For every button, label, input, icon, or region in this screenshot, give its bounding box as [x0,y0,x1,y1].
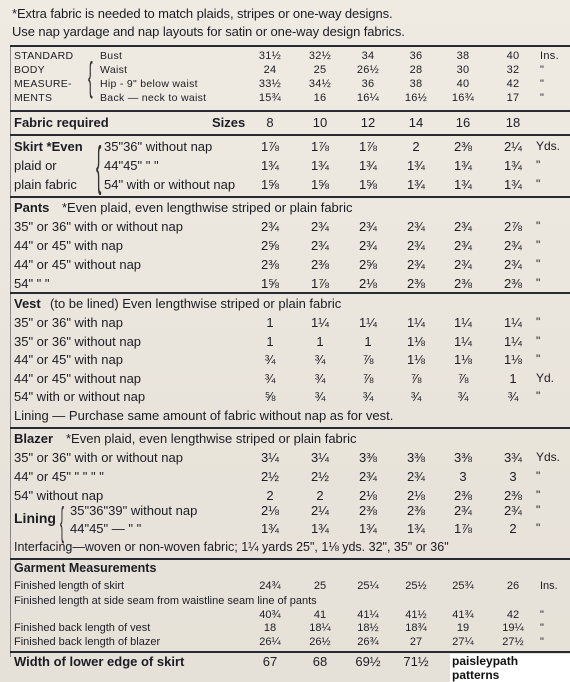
vest-lining-note: Lining — Purchase same amount of fabric without nap as for vest. [14,408,394,423]
unit-label: " [536,488,541,502]
yardage-value: 1¼ [453,315,473,330]
garment-value: 19 [456,622,470,634]
garment-unit: " [540,636,544,648]
yardage-value: 1¾ [503,177,523,192]
garment-value: 18¼ [309,622,331,634]
row-label: 35"36" without nap [104,139,213,154]
yardage-value: 1¾ [406,177,426,192]
garment-value: 26¼ [259,636,281,648]
yardage-value: ¾ [264,370,276,386]
yardage-value: 1⅞ [260,139,280,154]
unit-label: " [536,389,541,404]
yardage-value: 2⅜ [260,257,280,272]
garment-value: 26 [506,580,520,592]
yardage-value: 2¾ [406,257,426,272]
garment-row [0,622,570,637]
yardage-value: 3⅜ [358,450,378,465]
yardage-value: 3⅜ [453,450,473,465]
unit-label: " [536,352,541,367]
meas-value: 16½ [404,92,428,104]
sizes-label: Sizes [212,115,246,130]
yardage-value: 3¼ [310,450,330,465]
vest-row [0,352,570,369]
yardage-value: 2 [412,139,420,154]
row-label: 54" with or without nap [14,389,146,405]
yardage-value: 1⅞ [358,139,378,154]
garment-row [0,636,570,651]
yardage-value: 1⅛ [453,352,473,368]
row-lead: plain fabric [14,177,77,192]
meas-value: 36 [409,50,423,62]
size-header: 8 [266,115,274,130]
yardage-value: ¾ [507,389,519,405]
yardage-value: 3¼ [260,450,280,465]
garment-value: 25½ [405,580,427,592]
vest-row [0,371,570,388]
row-label: 44" or 45" without nap [14,257,142,272]
unit-label: " [536,276,541,290]
unit-label: " [536,469,541,483]
pants-row [0,276,570,293]
meas-value: 15¾ [258,92,282,104]
row-label: 44" or 45" with nap [14,238,123,253]
yardage-value: 2½ [310,469,330,484]
interfacing-row [0,540,570,557]
unit-label: " [536,219,541,233]
yardage-value: 2¾ [503,238,523,253]
yardage-value: 2⅝ [358,257,378,272]
pants-row [0,219,570,236]
yardage-value: ¾ [314,370,326,386]
yardage-value: 2⅜ [453,276,473,291]
yardage-value: 2¾ [358,238,378,253]
yardage-value: 2¾ [358,219,378,234]
blazer-title-row [0,431,570,448]
unit-label: " [536,521,541,535]
meas-row-label: Hip - 9" below waist [100,78,198,90]
garment-value: 24¾ [259,580,281,592]
meas-row [0,78,570,92]
width-label: Width of lower edge of skirt [14,654,185,669]
yardage-value: 2¾ [503,257,523,272]
yardage-value: ¾ [314,352,326,368]
rule [10,134,570,136]
yardage-value: 1⅛ [406,352,426,368]
yardage-value: 2⅜ [406,276,426,291]
yardage-value: 2¾ [406,219,426,234]
meas-label-measure: MEASURE- [14,78,72,90]
garment-value: 19¼ [502,622,524,634]
yardage-value: 1¾ [503,158,523,173]
garment-row-label: Finished back length of vest [14,622,151,634]
yardage-value: 2¾ [310,238,330,253]
row-label: 44"45" — " " [70,521,142,536]
vest-row [0,389,570,406]
rule [10,427,570,429]
yardage-value: 2¾ [453,219,473,234]
yardage-value: 1⅞ [310,276,330,291]
yardage-value: 2⅛ [406,488,426,503]
meas-row-label: Back — neck to waist [100,92,207,104]
blazer-row [0,469,570,486]
skirt-brace: { [96,136,102,196]
yardage-value: 2⅜ [310,257,330,272]
vest-row [0,315,570,332]
yardage-value: 1¾ [260,158,280,173]
meas-unit: " [540,92,545,104]
yardage-value: 1¾ [406,158,426,173]
meas-row [0,50,570,64]
yardage-value: 1 [509,370,517,386]
yardage-value: 1¾ [310,158,330,173]
garment-value: 27 [409,636,423,648]
meas-label-body: BODY [14,64,45,76]
vest-lining-row [0,408,570,425]
meas-value: 36 [361,78,375,90]
garment-row [0,580,570,595]
yardage-value: 1⅝ [358,177,378,192]
garment-value: 27½ [502,636,524,648]
blazer-title: Blazer [14,431,54,446]
yardage-value: 1¾ [260,521,280,536]
meas-value: 30 [456,64,470,76]
yardage-value: 2⅜ [503,488,523,503]
meas-value: 16¾ [451,92,475,104]
meas-value: 16 [313,92,327,104]
yardage-value: 1¼ [503,315,523,330]
yardage-value: 1¾ [406,521,426,536]
garment-value: 27¼ [452,636,474,648]
yardage-value: 3 [459,469,467,484]
yardage-value: 1¼ [310,315,330,330]
yardage-value: 2¾ [453,503,473,518]
yardage-value: 1¾ [358,521,378,536]
yardage-value: 1¼ [453,333,473,349]
pants-subtitle: *Even plaid, even lengthwise striped or plain fabric [62,200,353,215]
vest-row [0,334,570,351]
yardage-value: 2¾ [453,257,473,272]
pants-row [0,238,570,255]
row-label: 54" " " [14,276,50,291]
meas-rule [10,110,570,112]
garment-row-label: Finished back length of blazer [14,636,161,648]
meas-value: 25 [313,64,327,76]
yardage-value: 2⅛ [358,276,378,291]
yardage-value: 2½ [260,469,280,484]
meas-value: 40 [456,78,470,90]
size-header: 16 [455,115,471,130]
yardage-value: 2⅝ [260,238,280,253]
meas-unit: " [540,64,545,76]
yardage-value: 2¼ [503,139,523,154]
unit-label: Yds. [536,450,561,464]
interfacing-note: Interfacing—woven or non-woven fabric; 1¼ yards 25", 1⅛ yds. 32", 35" or 36" [14,540,449,554]
row-lead: Skirt *Even [14,139,83,154]
garment-value: 18¾ [405,622,427,634]
yardage-value: 1¼ [503,333,523,349]
yardage-value: ⅞ [362,352,374,368]
yardage-value: 2¾ [358,469,378,484]
yardage-value: 2¼ [310,503,330,518]
meas-value: 34½ [308,78,332,90]
yardage-value: ¾ [362,389,374,405]
yardage-value: 1⅛ [406,333,426,349]
meas-value: 40 [506,50,520,62]
skirt-row [0,139,570,156]
garment-value: 41¾ [452,609,474,621]
yardage-value: 2¾ [406,469,426,484]
rule [10,558,570,560]
yardage-value: 2⅜ [503,276,523,291]
meas-value: 34 [361,50,375,62]
note-line-1: *Extra fabric is needed to match plaids, stripes or one-way designs. [12,6,393,21]
garment-unit: Ins. [540,580,558,592]
garment-value: 18 [263,622,277,634]
yardage-value: 2¾ [453,238,473,253]
unit-label: Yd. [536,370,555,385]
meas-value: 16¼ [356,92,380,104]
garment-value: 26½ [309,636,331,648]
yardage-value: ¾ [457,389,469,405]
meas-unit: Ins. [540,50,559,62]
meas-row [0,64,570,78]
unit-label: " [536,177,541,191]
yardage-value: 2¾ [310,219,330,234]
meas-row [0,92,570,106]
row-lead: plaid or [14,158,57,173]
garment-value: 41½ [405,609,427,621]
unit-label: Yds. [536,139,561,153]
yardage-value: ⅞ [410,370,422,386]
blazer-lining-label: Lining [14,510,56,526]
meas-value: 17 [506,92,520,104]
meas-value: 33½ [258,78,282,90]
garment-unit: " [540,609,544,621]
unit-label: " [536,158,541,172]
yardage-value: 2⅜ [453,139,473,154]
yardage-value: 1¾ [310,521,330,536]
row-label: 54" with or without nap [104,177,236,192]
pants-title: Pants [14,200,50,215]
yardage-value: 2 [266,488,274,503]
garment-title-row [0,561,570,578]
garment-value: 41 [313,609,327,621]
yardage-value: 2⅛ [358,488,378,503]
size-header: 18 [505,115,521,130]
garment-value: 25 [313,580,327,592]
yardage-value: ¾ [410,389,422,405]
yardage-value: 2⅛ [260,503,280,518]
meas-value: 31½ [258,50,282,62]
pants-row [0,257,570,274]
yardage-value: 1⅝ [260,276,280,291]
yardage-value: 1¾ [453,158,473,173]
yardage-value: 2⅜ [358,503,378,518]
yardage-value: 1¼ [406,315,426,330]
width-value: 69½ [355,654,381,669]
meas-value: 32½ [308,50,332,62]
meas-value: 42 [506,78,520,90]
blazer-lining-row [0,503,570,520]
left-rule [10,45,11,657]
yardage-value: 1¾ [358,158,378,173]
yardage-value: 2 [509,521,517,536]
skirt-row [0,158,570,175]
garment-value: 18½ [357,622,379,634]
width-value: 71½ [403,654,429,669]
unit-label: " [536,503,541,517]
yardage-value: 3¾ [503,450,523,465]
yardage-value: 1¼ [358,315,378,330]
watermark: paisleypath patterns [450,654,570,682]
yardage-value: 1 [266,315,274,330]
yardage-value: 2 [316,488,324,503]
yardage-value: 1 [364,333,372,349]
row-label: 35" or 36" with or without nap [14,219,183,234]
width-value: 67 [262,654,278,669]
yardage-value: 1⅝ [310,177,330,192]
row-label: 35" or 36" without nap [14,333,142,349]
rule [10,292,570,294]
row-label: 54" without nap [14,488,104,503]
meas-value: 24 [263,64,277,76]
yardage-value: 2¾ [260,219,280,234]
row-label: 44" or 45" " " " " [14,469,104,484]
rule [10,196,570,198]
fabric-header-row [0,115,570,132]
size-header: 10 [312,115,328,130]
size-header: 12 [360,115,376,130]
unit-label: " [536,333,541,348]
meas-unit: " [540,78,545,90]
yardage-value: 1⅝ [260,177,280,192]
blazer-lining-row [0,521,570,538]
size-header: 14 [408,115,424,130]
meas-label-ments: MENTS [14,92,53,104]
blazer-subtitle: *Even plaid, even lengthwise striped or plain fabric [66,431,357,446]
yardage-value: 1⅞ [453,521,473,536]
yardage-value: 1 [266,333,274,349]
yardage-value: 2⅞ [503,219,523,234]
meas-label-standard: STANDARD [14,50,74,62]
row-label: 44" or 45" with nap [14,352,123,368]
meas-row-label: Waist [100,64,128,76]
blazer-row [0,450,570,467]
row-label: 35"36"39" without nap [70,503,198,518]
garment-value: 25¾ [452,580,474,592]
yardage-value: ⅝ [264,389,276,405]
garment-value: 42 [506,609,520,621]
unit-label: " [536,257,541,271]
yardage-value: 1⅛ [503,352,523,368]
top-rule [10,45,570,47]
vest-subtitle: (to be lined) Even lengthwise striped or plain fabric [50,296,342,311]
garment-row-label: Finished length at side seam from waistline seam line of pants [14,595,317,607]
garment-value: 25¼ [357,580,379,592]
vest-title-row [0,296,570,313]
yardage-value: 2⅜ [453,488,473,503]
yardage-value: ¾ [314,389,326,405]
garment-title: Garment Measurements [14,561,157,575]
meas-row-label: Bust [100,50,123,62]
rule [10,651,570,653]
meas-value: 38 [456,50,470,62]
garment-value: 40¾ [259,609,281,621]
yardage-value: 1⅞ [310,139,330,154]
yardage-value: 2¾ [503,503,523,518]
yardage-value: 2¾ [406,238,426,253]
garment-row [0,595,570,610]
yardage-value: 1¾ [453,177,473,192]
meas-value: 38 [409,78,423,90]
yardage-value: 3 [509,469,517,484]
yardage-value: ¾ [264,352,276,368]
note-line-2: Use nap yardage and nap layouts for satin or one-way design fabrics. [12,24,405,39]
yardage-value: 3⅜ [406,450,426,465]
garment-value: 41¼ [357,609,379,621]
row-label: 44" or 45" without nap [14,370,142,386]
meas-value: 32 [506,64,520,76]
meas-brace: { [88,55,93,99]
garment-row-label: Finished length of skirt [14,580,125,592]
row-label: 44"45" " " [104,158,159,173]
yardage-value: ⅞ [362,370,374,386]
pants-title-row [0,200,570,217]
lining-brace: { [60,500,65,544]
row-label: 35" or 36" with nap [14,315,123,330]
fabric-required-label: Fabric required [14,115,109,130]
yardage-value: 2⅜ [406,503,426,518]
meas-value: 26½ [356,64,380,76]
row-label: 35" or 36" with or without nap [14,450,183,465]
yardage-value: ⅞ [457,370,469,386]
unit-label: " [536,238,541,252]
garment-unit: " [540,622,544,634]
garment-value: 26¾ [357,636,379,648]
vest-title: Vest [14,296,41,311]
meas-value: 28 [409,64,423,76]
skirt-row [0,177,570,194]
yardage-value: 1 [316,333,324,349]
width-value: 68 [312,654,328,669]
unit-label: " [536,315,541,329]
